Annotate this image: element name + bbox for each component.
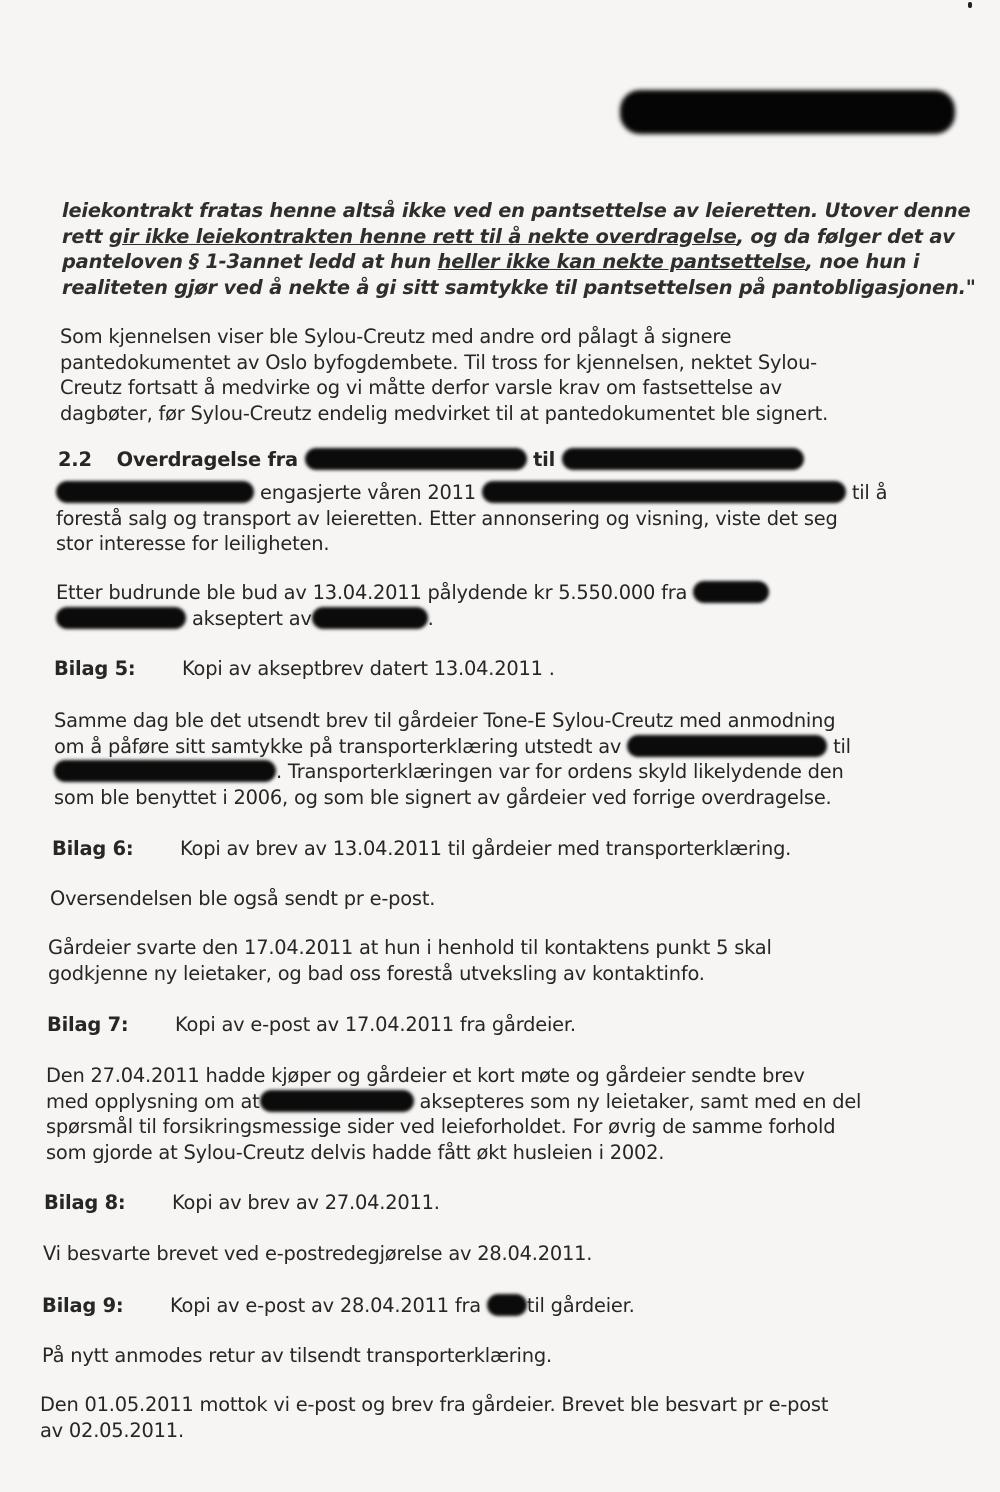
paragraph-line: Den 27.04.2011 hadde kjøper og gårdeier et kort møte og gårdeier sendte brev <box>46 1064 805 1087</box>
quote-line-1: leiekontrakt fratas henne altså ikke ved en pantsettelse av leieretten. Utover denne <box>62 199 971 222</box>
section-title: til <box>533 448 556 471</box>
paragraph-text: . <box>427 606 434 630</box>
bilag-label: Bilag 8: <box>44 1191 126 1214</box>
paragraph-line: som ble benyttet i 2006, og som ble signert av gårdeier ved forrige overdragelse. <box>54 785 832 809</box>
bilag-text: Kopi av brev av 27.04.2011. <box>172 1191 440 1214</box>
paragraph-line: dagbøter, før Sylou-Creutz endelig medvirket til at pantedokumentet ble signert. <box>60 401 829 425</box>
paragraph-anmodes-retur <box>42 1343 922 1369</box>
bilag-text: Kopi av brev av 13.04.2011 til gårdeier med transporterklæring. <box>180 837 792 860</box>
section-number: 2.2 <box>58 448 92 471</box>
redaction <box>562 448 804 470</box>
quote-text: rett <box>62 224 110 248</box>
bilag-7 <box>47 1012 927 1038</box>
quote-text: , noe hun i <box>805 250 920 273</box>
paragraph-text: engasjerte våren 2011 <box>259 481 476 504</box>
paragraph-line <box>46 1089 926 1115</box>
bilag-text: til gårdeier. <box>526 1294 635 1317</box>
bilag-6 <box>52 836 932 862</box>
paragraph-line: som gjorde at Sylou-Creutz delvis hadde fått økt husleien i 2002. <box>46 1140 665 1164</box>
paragraph-text: til <box>833 734 851 758</box>
bilag-text: Kopi av akseptbrev datert 13.04.2011 . <box>182 657 555 680</box>
quote-line-3 <box>62 249 942 275</box>
paragraph-line: stor interesse for leiligheten. <box>56 532 330 555</box>
quote-line-2 <box>62 224 955 250</box>
paragraph-text: aksepteres som ny leietaker, samt med en del <box>419 1089 862 1113</box>
paragraph-line: spørsmål til forsikringsmessige sider ved leieforholdet. For øvrig de samme forhold <box>46 1115 836 1138</box>
paragraph-line <box>54 759 934 785</box>
paragraph-besvarte <box>43 1241 923 1267</box>
paragraph-line: Den 01.05.2011 mottok vi e-post og brev fra gårdeier. Brevet ble besvart pr e-post <box>40 1393 829 1416</box>
paragraph-samme-dag <box>54 708 934 810</box>
paragraph-line: av 02.05.2011. <box>40 1418 184 1442</box>
paragraph-kjennelse <box>60 324 940 426</box>
quote-text: panteloven § 1-3annet ledd at hun <box>62 250 438 273</box>
paragraph-line: Gårdeier svarte den 17.04.2011 at hun i henhold til kontaktens punkt 5 skal <box>48 936 772 959</box>
paragraph-gardeier-svar <box>48 935 928 986</box>
paragraph-text: med opplysning om at <box>46 1089 260 1113</box>
paragraph-line: Creutz fortsatt å medvirke og vi måtte derfor varsle krav om fastsettelse av <box>60 376 782 399</box>
paragraph-line: Samme dag ble det utsendt brev til gårdeier Tone-E Sylou-Creutz med anmodning <box>54 709 836 732</box>
redaction <box>482 481 846 503</box>
section-heading <box>58 447 938 473</box>
paragraph-text: akseptert av <box>191 606 312 630</box>
paragraph-mottok <box>40 1392 920 1443</box>
redaction <box>56 607 186 629</box>
bilag-5 <box>54 656 934 682</box>
redaction <box>305 448 527 470</box>
paragraph-line: Oversendelsen ble også sendt pr e-post. <box>50 887 436 910</box>
quote-text: , og da følger det av <box>736 224 955 248</box>
paragraph-oversendelse <box>50 886 930 912</box>
paragraph-text: . Transporterklæringen var for ordens skyld likelydende den <box>276 760 844 783</box>
bilag-label: Bilag 6: <box>52 837 134 860</box>
paragraph-line: Vi besvarte brevet ved e-postredegjørelse av 28.04.2011. <box>43 1242 593 1265</box>
bilag-8 <box>44 1190 924 1216</box>
paragraph-line <box>54 734 934 760</box>
quote-underlined-text: heller ikke kan nekte pantsettelse <box>437 250 806 273</box>
paragraph-budrunde <box>56 580 936 631</box>
bilag-label: Bilag 7: <box>47 1013 129 1036</box>
paragraph-line: Som kjennelsen viser ble Sylou-Creutz med andre ord pålagt å signere <box>60 325 732 348</box>
paragraph-line: På nytt anmodes retur av tilsendt transporterklæring. <box>42 1344 552 1367</box>
quote-line-4: realiteten gjør ved å nekte å gi sitt samtykke til pantsettelsen på pantobligasjonen." <box>62 275 976 299</box>
redaction <box>260 1090 414 1112</box>
bilag-text: Kopi av e-post av 17.04.2011 fra gårdeier. <box>175 1013 576 1036</box>
paragraph-line: godkjenne ny leietaker, og bad oss forestå utveksling av kontaktinfo. <box>48 961 705 985</box>
redaction <box>56 481 254 503</box>
bilag-9 <box>42 1293 922 1319</box>
paragraph-engasjement <box>56 480 936 557</box>
section-title: Overdragelse fra <box>116 448 298 471</box>
redaction <box>54 760 276 782</box>
paragraph-line <box>56 606 936 632</box>
quote-block <box>62 198 976 300</box>
quote-underlined-text: gir ikke leiekontrakten henne rett til å nekte overdragelse <box>109 224 737 248</box>
header-redaction <box>620 90 955 134</box>
redaction <box>487 1294 527 1316</box>
paragraph-line <box>56 580 936 606</box>
bilag-label: Bilag 5: <box>54 657 136 680</box>
paragraph-text: til å <box>851 481 888 504</box>
scan-mark <box>968 2 972 8</box>
redaction <box>627 735 827 757</box>
paragraph-line <box>56 480 936 506</box>
paragraph-mote <box>46 1063 926 1165</box>
bilag-label: Bilag 9: <box>42 1294 124 1317</box>
redaction <box>312 607 428 629</box>
paragraph-text: om å påføre sitt samtykke på transporterklæring utstedt av <box>54 734 622 758</box>
paragraph-line: pantedokumentet av Oslo byfogdembete. Til tross for kjennelsen, nektet Sylou- <box>60 350 817 374</box>
paragraph-text: Etter budrunde ble bud av 13.04.2011 pålydende kr 5.550.000 fra <box>56 581 688 604</box>
redaction <box>693 581 769 603</box>
bilag-text: Kopi av e-post av 28.04.2011 fra <box>170 1294 481 1317</box>
paragraph-line: forestå salg og transport av leieretten. Etter annonsering og visning, viste det seg <box>56 506 838 530</box>
